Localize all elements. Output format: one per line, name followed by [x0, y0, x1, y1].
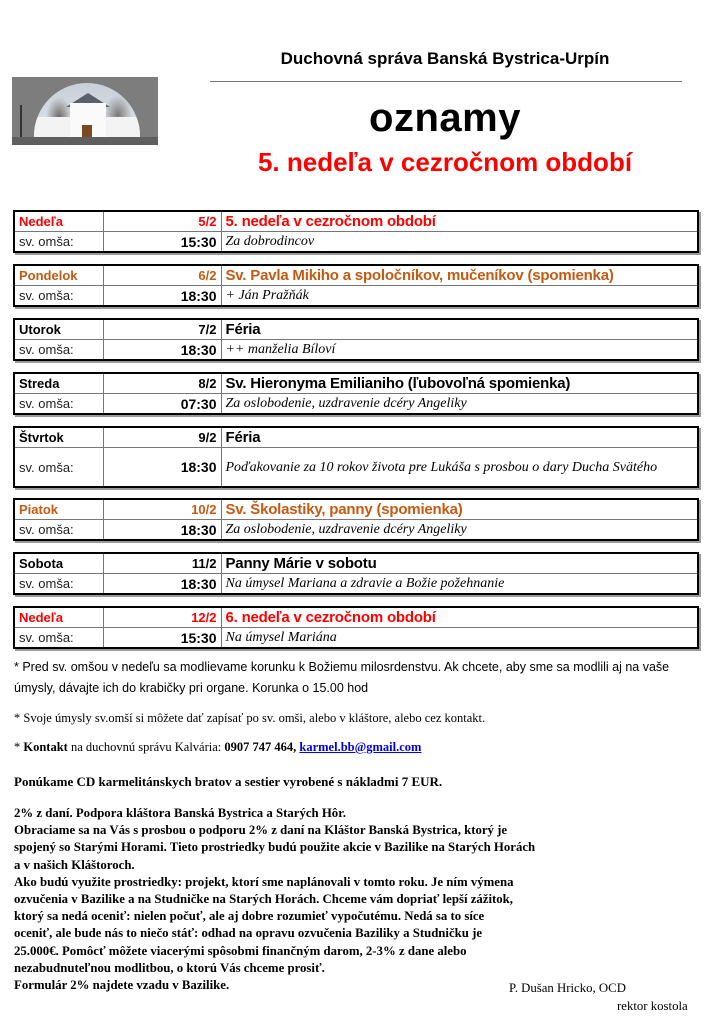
- mass-row: [15, 574, 697, 594]
- day-name: Nedeľa: [15, 212, 103, 232]
- mass-time: 15:30: [103, 628, 221, 648]
- day-block: [13, 552, 699, 595]
- mass-row: [15, 448, 697, 487]
- mass-row: [15, 520, 697, 540]
- contact-text: na duchovnú správu Kalvária:: [67, 740, 225, 754]
- signature-role: rektor kostola: [617, 999, 688, 1013]
- day-block: [13, 426, 699, 488]
- mass-intention: Poďakovanie za 10 rokov života pre Lukáša s prosbou o dary Ducha Svätého: [221, 448, 697, 487]
- day-date: 10/2: [103, 500, 221, 520]
- support-line: 2% z daní. Podpora kláštora Banská Bystrica a Starých Hôr.: [14, 806, 346, 820]
- support-line: Formulár 2% najdete vzadu v Bazilike.: [14, 978, 230, 993]
- mass-intention: ++ manželia Bíloví: [221, 340, 697, 360]
- organization-name: Duchovná správa Banská Bystrica-Urpín: [280, 49, 610, 68]
- day-name: Pondelok: [15, 266, 103, 286]
- contact-prefix: *: [14, 740, 24, 754]
- header-divider: [210, 81, 682, 82]
- mass-time: 18:30: [103, 340, 221, 360]
- day-date: 7/2: [103, 320, 221, 340]
- mass-label: sv. omša:: [15, 520, 103, 540]
- contact-phone: 0907 747 464,: [224, 740, 297, 754]
- day-name: Utorok: [15, 320, 103, 340]
- support-line: spojený so Starými Horami. Tieto prostriedky budú použite akcie v Bazilike na Starých Horách: [14, 840, 536, 855]
- contact-email-link[interactable]: karmel.bb@gmail.com: [299, 740, 422, 754]
- day-header-row: [15, 608, 697, 628]
- mass-label: sv. omša:: [15, 394, 103, 414]
- mass-row: [15, 232, 697, 252]
- support-line: ktorý sa nedá oceniť: nielen počuť, ale aj dobre rozumieť vypočutému. Nedá sa to síce: [14, 909, 485, 924]
- day-header-row: [15, 554, 697, 574]
- support-line: a v našich Kláštoroch.: [14, 857, 135, 872]
- support-line: Obraciame sa na Vás s prosbou o podporu 2% z daní na Kláštor Banská Bystrica, ktorý je: [14, 823, 508, 838]
- day-celebration: Sv. Hieronyma Emilianiho (ľubovoľná spomienka): [221, 374, 697, 394]
- day-header-row: [15, 320, 697, 340]
- day-celebration: Féria: [221, 320, 697, 340]
- day-date: 9/2: [103, 428, 221, 448]
- contact-label: Kontakt: [23, 740, 68, 754]
- arch-frame: [34, 83, 140, 145]
- day-header-row: [15, 428, 697, 448]
- support-line: nezabudnuteľnou modlitbou, o ktorú Vás chceme prosiť.: [14, 960, 325, 975]
- ground: [12, 137, 158, 145]
- day-block: [13, 606, 699, 649]
- note-intentions: * Svoje úmysly sv.omší si môžete dať zapísať po sv. omši, alebo v kláštore, alebo cez kontakt.: [14, 711, 486, 725]
- mass-intention: Za dobrodincov: [221, 232, 697, 252]
- day-table: [15, 212, 697, 251]
- mass-label: sv. omša:: [15, 628, 103, 648]
- day-block: [13, 372, 699, 415]
- day-date: 5/2: [103, 212, 221, 232]
- day-block: [13, 318, 699, 361]
- day-date: 12/2: [103, 608, 221, 628]
- mass-time: 18:30: [103, 574, 221, 594]
- day-name: Nedeľa: [15, 608, 103, 628]
- mass-time: 15:30: [103, 232, 221, 252]
- mass-label: sv. omša:: [15, 340, 103, 360]
- note-cd-offer: Ponúkame CD karmelitánskych bratov a sestier vyrobené s nákladmi 7 EUR.: [14, 774, 443, 789]
- day-date: 6/2: [103, 266, 221, 286]
- day-block: [13, 210, 699, 253]
- mass-row: [15, 394, 697, 414]
- day-date: 8/2: [103, 374, 221, 394]
- mass-intention: Za oslobodenie, uzdravenie dcéry Angeliky: [221, 520, 697, 540]
- mass-row: [15, 628, 697, 648]
- support-line: Ako budú využite prostriedky: projekt, ktorí sme naplánovali v tomto roku. Je ním výmena: [14, 874, 514, 889]
- signature-name: P. Dušan Hricko, OCD: [509, 981, 626, 995]
- page-title: oznamy: [369, 96, 521, 140]
- note-chaplet: * Pred sv. omšou v nedeľu sa modlievame korunku k Božiemu milosrdenstvu. Ak chcete, aby sme sa modlili aj na vaše úmysly, dávajte ich do krabičky pri organe. Korunka o 15.00 hod: [14, 660, 670, 695]
- day-table: [15, 374, 697, 413]
- day-header-row: [15, 374, 697, 394]
- day-name: Streda: [15, 374, 103, 394]
- day-table: [15, 266, 697, 305]
- mass-row: [15, 286, 697, 306]
- day-table: [15, 500, 697, 539]
- mass-intention: Na úmysel Mariana a zdravie a Božie požehnanie: [221, 574, 697, 594]
- mass-intention: Na úmysel Mariána: [221, 628, 697, 648]
- day-celebration: 6. nedeľa v cezročnom období: [221, 608, 697, 628]
- day-celebration: Sv. Školastiky, panny (spomienka): [221, 500, 697, 520]
- day-name: Štvrtok: [15, 428, 103, 448]
- mass-label: sv. omša:: [15, 574, 103, 594]
- mass-time: 18:30: [103, 286, 221, 306]
- day-header-row: [15, 500, 697, 520]
- mass-label: sv. omša:: [15, 286, 103, 306]
- mass-label: sv. omša:: [15, 232, 103, 252]
- day-block: [13, 264, 699, 307]
- mass-time: 18:30: [103, 448, 221, 487]
- day-block: [13, 498, 699, 541]
- note-contact: [14, 737, 694, 758]
- mass-intention: Za oslobodenie, uzdravenie dcéry Angeliky: [221, 394, 697, 414]
- day-table: [15, 320, 697, 359]
- day-celebration: 5. nedeľa v cezročnom období: [221, 212, 697, 232]
- day-celebration: Féria: [221, 428, 697, 448]
- day-table: [15, 608, 697, 647]
- support-line: oceniť, ale bude nás to niečo stáť: odhad na opravu ozvučenia Baziliky a Studničku je: [14, 926, 483, 941]
- support-line: 25.000€. Pomôcť môžete viacerými spôsobmi finančným darom, 2-3% z dane alebo: [14, 943, 467, 958]
- mass-row: [15, 340, 697, 360]
- mass-intention: + Ján Pražňák: [221, 286, 697, 306]
- mass-time: 18:30: [103, 520, 221, 540]
- day-table: [15, 554, 697, 593]
- support-line: ozvučenia v Bazilike a na Studničke na Starých Horách. Chceme vám dopriať lepší zážitok,: [14, 892, 513, 907]
- page-subtitle: 5. nedeľa v cezročnom období: [257, 147, 633, 177]
- mass-label: sv. omša:: [15, 448, 103, 487]
- day-header-row: [15, 266, 697, 286]
- day-date: 11/2: [103, 554, 221, 574]
- day-celebration: Panny Márie v sobotu: [221, 554, 697, 574]
- day-table: [15, 428, 697, 486]
- day-name: Piatok: [15, 500, 103, 520]
- church-photo: [12, 77, 158, 145]
- day-header-row: [15, 212, 697, 232]
- day-name: Sobota: [15, 554, 103, 574]
- tax-support-appeal: [14, 805, 614, 994]
- day-celebration: Sv. Pavla Mikiho a spoločníkov, mučeníkov (spomienka): [221, 266, 697, 286]
- mass-time: 07:30: [103, 394, 221, 414]
